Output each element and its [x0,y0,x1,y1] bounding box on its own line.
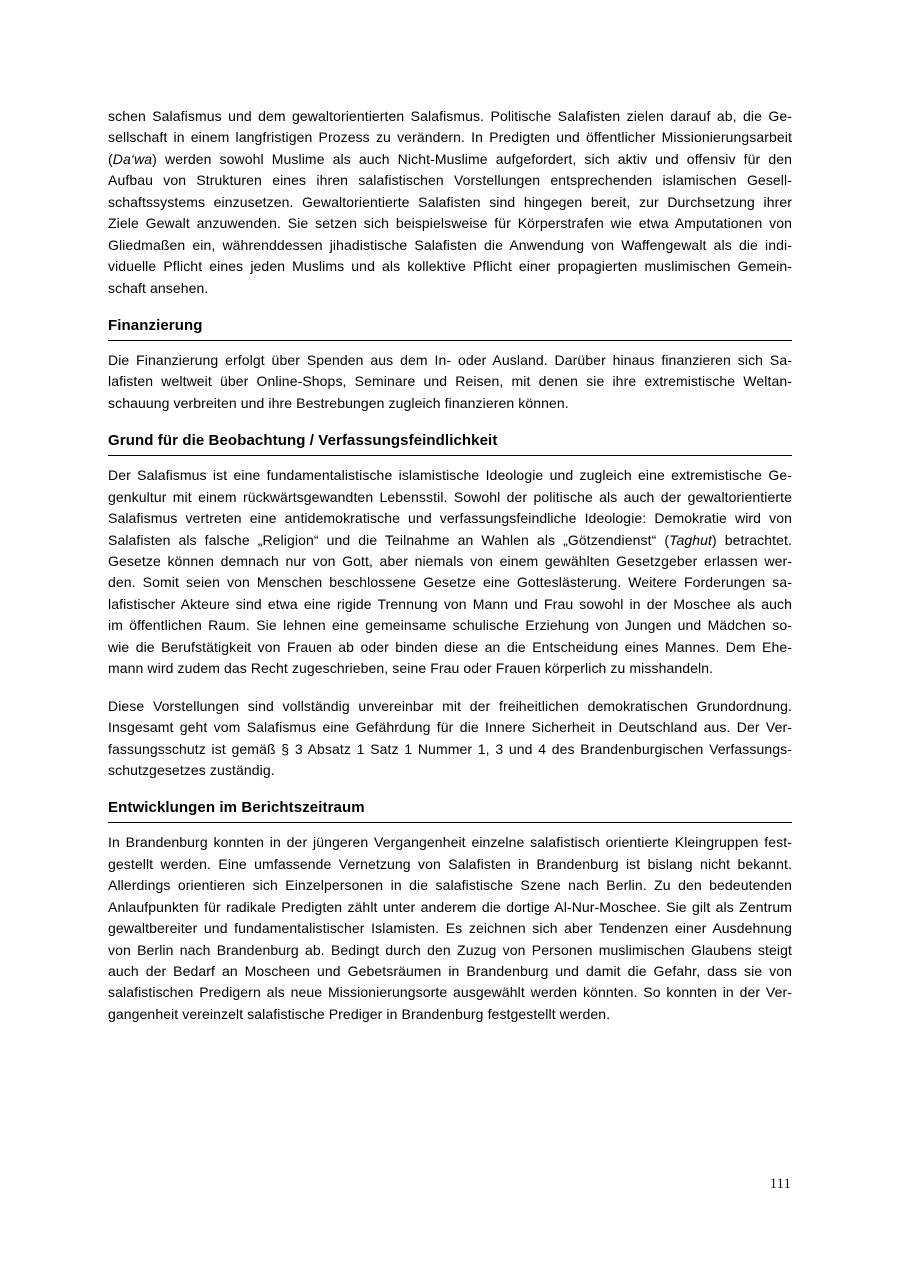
italic-term: Taghut [669,531,712,548]
text-line: Ziele Gewalt anzuwenden. Sie setzen sich beispielsweise für Körperstrafen wie etwa Amputationen von [108,215,792,232]
text-line: schaftssystems einzusetzen. Gewaltorientierte Salafisten sind hingegen bereit, zur Durchsetzung ihrer [108,193,792,210]
text-line: auch der Bedarf an Moscheen und Gebetsräumen in Brandenburg und damit die Gefahr, dass sie von [108,963,792,979]
text-line: Anlaufpunkten für radikale Predigten zählt unter anderem die dortige Al-Nur-Moschee. Sie gilt als Zentrum [108,898,792,915]
text-line: wie die Berufstätigkeit von Frauen ab oder binden diese an die Entscheidung eines Mannes. Dem Ehe- [108,638,792,655]
section-heading: Finanzierung [108,315,792,341]
text-line: Gesetze können demnach nur von Gott, aber niemals von einem gewählten Gesetzgeber erlassen wer- [108,553,792,569]
page-number: 111 [769,1176,791,1192]
text-line: (Da‘wa) werden sowohl Muslime als auch Nicht-Muslime aufgefordert, sich aktiv und offensiv für den [108,150,792,167]
text-line: Aufbau von Strukturen eines ihren salafistischen Vorstellungen entsprechenden islamischen Gesell- [108,172,792,189]
text-line: gangenheit vereinzelt salafistische Prediger in Brandenburg festgestellt werden. [108,1005,611,1022]
text-line: schaft ansehen. [108,279,209,296]
text-line: schauung verbreiten und ihre Bestrebungen zugleich finanzieren können. [108,394,569,411]
text-line: Salafismus vertreten eine antidemokratische und verfassungsfeindliche Ideologie: Demokratie wird von [108,510,792,527]
paragraph [108,106,792,299]
section-heading: Grund für die Beobachtung / Verfassungsfeindlichkeit [108,430,792,456]
document-sections [108,106,792,1041]
section-heading: Entwicklungen im Berichtszeitraum [108,797,792,823]
text-line: gestellt werden. Eine umfassende Vernetzung von Salafisten in Brandenburg ist bislang nicht bekannt. [108,855,792,872]
paragraph [108,465,792,679]
text-line: mann wird zudem das Recht zugeschrieben, seine Frau oder Frauen körperlich zu misshandeln. [108,660,714,677]
text-line: lafisten weltweit über Online-Shops, Seminare und Reisen, mit denen sie ihre extremistische Weltan- [108,373,792,390]
text-line: den. Somit seien von Menschen beschlossene Gesetze eine Gotteslästerung. Weitere Forderungen sa- [108,574,792,591]
text-line: In Brandenburg konnten in der jüngeren Vergangenheit einzelne salafistisch orientierte Kleingruppen fest- [108,834,792,851]
paragraph [108,832,792,1025]
text-line: gewaltbereiter und fundamentalistischer Islamisten. Es zeichnen sich aber Tendenzen einer Ausdehnung [108,920,792,937]
text-line: lafistischer Akteure sind etwa eine rigide Trennung von Mann und Frau sowohl in der Moschee als auch [108,595,792,612]
text-line: schen Salafismus und dem gewaltorientierten Salafismus. Politische Salafisten zielen darauf ab, die Ge- [108,108,792,124]
text-line: Allerdings orientieren sich Einzelpersonen in die salafistische Szene nach Berlin. Zu den bedeutenden [108,877,792,894]
text-line: salafistischen Predigern als neue Missionierungsorte ausgewählt werden könnten. So konnten in der Ver- [108,984,792,1001]
paragraph [108,350,792,414]
text-line: Insgesamt geht vom Salafismus eine Gefährdung für die Innere Sicherheit in Deutschland aus. Der Ver- [108,719,792,736]
text-line: Die Finanzierung erfolgt über Spenden aus dem In- oder Ausland. Darüber hinaus finanzieren sich Sa- [108,351,792,368]
paragraph [108,696,792,782]
text-line: Der Salafismus ist eine fundamentalistische islamistische Ideologie und zugleich eine extremistische Ge- [108,467,792,484]
text-line: Gliedmaßen ein, währenddessen jihadistische Salafisten die Anwendung von Waffengewalt als die indi- [108,236,792,253]
text-line: fassungsschutz ist gemäß § 3 Absatz 1 Satz 1 Nummer 1, 3 und 4 des Brandenburgischen Verfassungs- [108,740,792,757]
text-line: im öffentlichen Raum. Sie lehnen eine gemeinsame schulische Erziehung von Jungen und Mädchen so- [108,617,792,634]
text-line: genkultur mit einem rückwärtsgewandten Lebensstil. Sowohl der politische als auch der gewaltorientierte [108,488,792,505]
text-line: sellschaft in einem langfristigen Prozess zu verändern. In Predigten und öffentlicher Missionierungsarbeit [108,129,792,146]
text-line: Diese Vorstellungen sind vollständig unvereinbar mit der freiheitlichen demokratischen Grundordnung. [108,697,792,714]
text-line: schutzgesetzes zuständig. [108,761,275,778]
italic-term: Da‘wa [112,150,153,167]
text-line: von Berlin nach Brandenburg ab. Bedingt durch den Zuzug von Personen muslimischen Glaubens steigt [108,941,792,958]
text-line: Salafisten als falsche „Religion“ und die Teilnahme an Wahlen als „Götzendienst“ (Taghut) betrachtet. [108,531,792,548]
text-line: viduelle Pflicht eines jeden Muslims und als kollektive Pflicht einer propagierten muslimischen Gemein- [108,258,792,275]
